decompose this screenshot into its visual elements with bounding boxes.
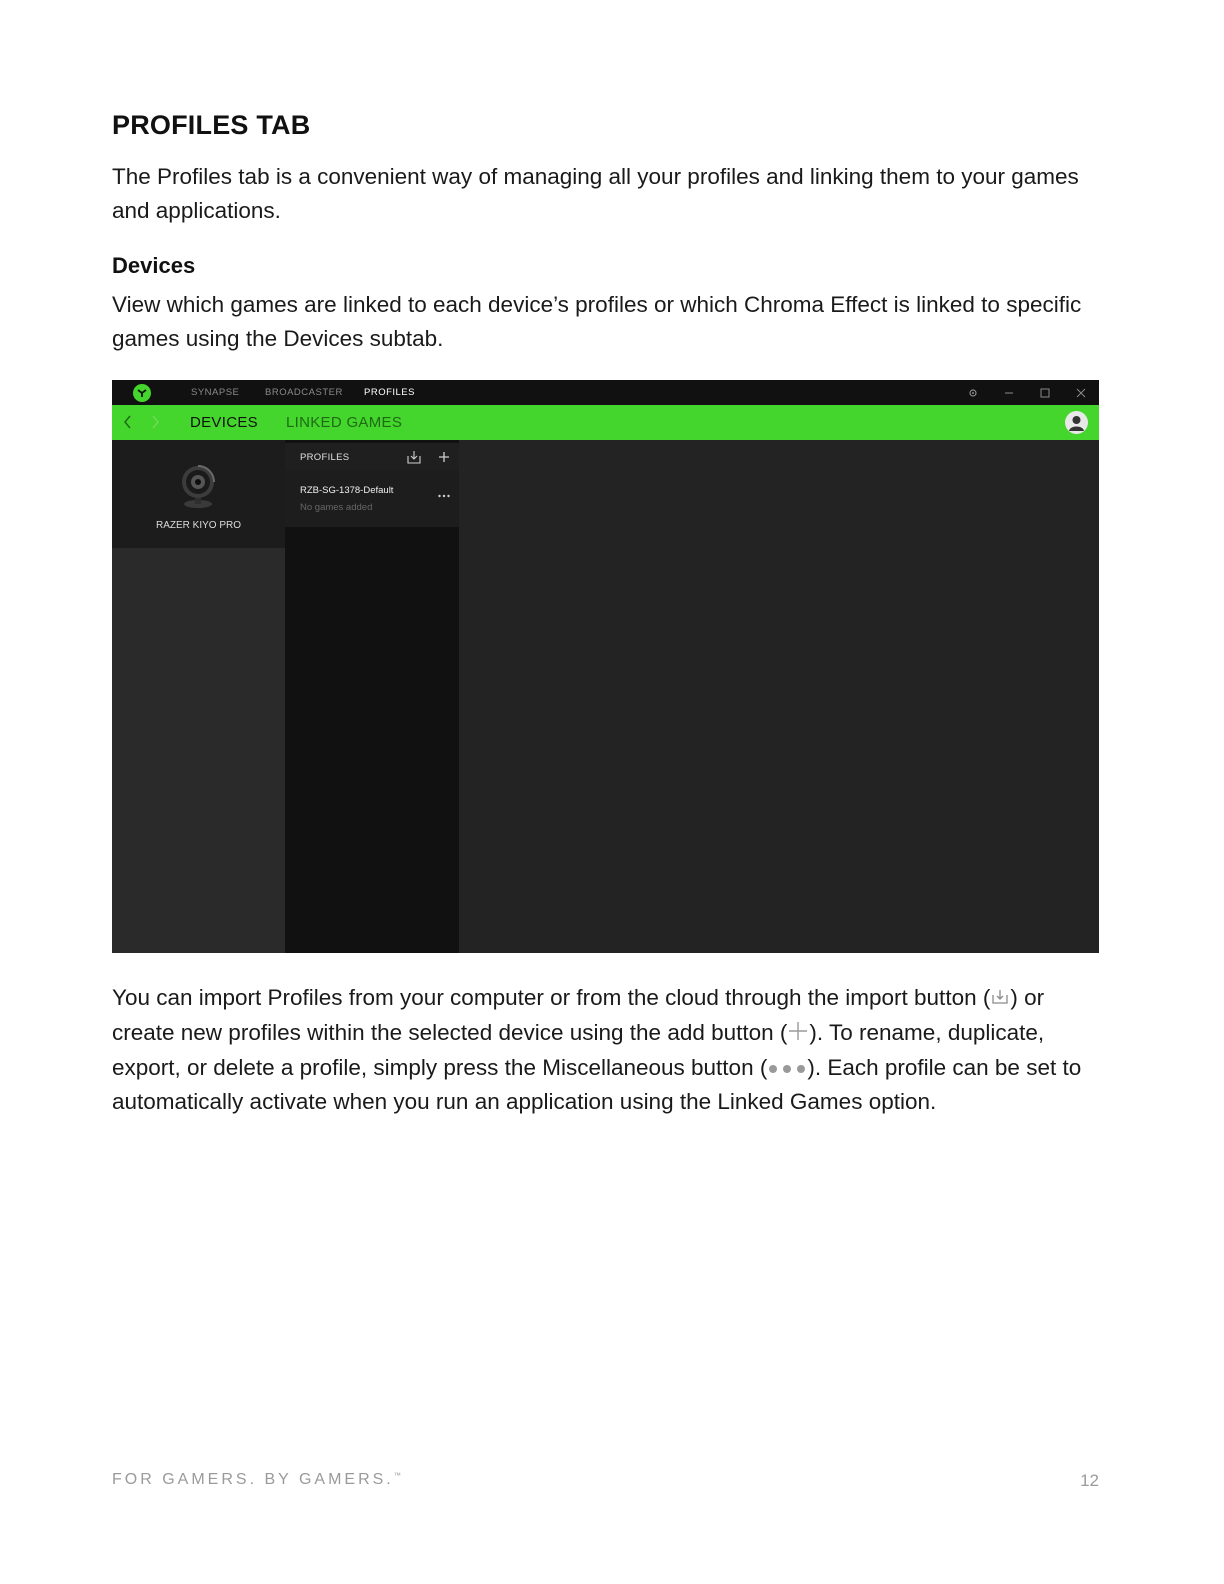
profile-item[interactable] xyxy=(285,470,459,527)
device-name-label: RAZER KIYO PRO xyxy=(155,520,241,531)
miscellaneous-inline-icon xyxy=(767,1052,807,1086)
profile-name: RZB-SG-1378-Default xyxy=(300,485,394,496)
profiles-header-label: PROFILES xyxy=(300,452,350,463)
add-inline-icon xyxy=(787,1017,809,1051)
synapse-screenshot xyxy=(112,380,1099,953)
tab-linked-games[interactable]: LINKED GAMES xyxy=(286,414,403,431)
instructions-text-part-1: You can import Profiles from your computer or from the cloud through the import button ( xyxy=(112,985,991,1010)
profiles-header xyxy=(285,443,459,470)
page-number: 12 xyxy=(1080,1471,1099,1490)
close-icon[interactable] xyxy=(1074,386,1088,400)
instructions-text-part-4: ). Each profile can be set to automatically activate when you run an application using the Linked Games option. xyxy=(112,1054,1082,1115)
back-arrow-icon[interactable] xyxy=(122,415,134,429)
top-tab-profiles[interactable]: PROFILES xyxy=(364,387,415,398)
import-icon[interactable] xyxy=(406,449,422,465)
forward-arrow-icon[interactable] xyxy=(149,415,161,429)
devices-paragraph: View which games are linked to each device’s profiles or which Chroma Effect is linked to specific games using the Devices subtab. xyxy=(112,292,1082,351)
import-inline-icon xyxy=(990,982,1010,1016)
import-instructions-paragraph xyxy=(112,981,1112,1119)
device-card-kiyo-pro[interactable] xyxy=(112,440,285,548)
add-icon[interactable] xyxy=(436,449,452,465)
tab-devices[interactable]: DEVICES xyxy=(190,414,258,431)
razer-logo-icon[interactable] xyxy=(133,384,151,402)
settings-gear-icon[interactable] xyxy=(966,386,980,400)
sub-nav-bar xyxy=(112,405,1099,440)
page-title: PROFILES TAB xyxy=(112,110,311,140)
minimize-icon[interactable] xyxy=(1002,386,1016,400)
user-avatar-icon[interactable] xyxy=(1065,411,1088,434)
footer-tagline-text: FOR GAMERS. BY GAMERS. xyxy=(112,1471,394,1488)
profiles-panel xyxy=(285,440,459,953)
main-content-area xyxy=(459,440,1099,953)
intro-paragraph: The Profiles tab is a convenient way of managing all your profiles and linking them to your games and applications. xyxy=(112,164,1079,223)
profile-linked-games-status: No games added xyxy=(300,502,373,513)
miscellaneous-more-icon[interactable] xyxy=(437,488,451,498)
title-bar xyxy=(112,380,1099,405)
devices-heading: Devices xyxy=(112,253,196,278)
instructions-text-part-2: ) or create new profiles within the selected device using the add button ( xyxy=(112,985,1045,1045)
trademark-symbol: ™ xyxy=(393,1472,401,1480)
device-list-panel xyxy=(112,440,285,953)
webcam-device-icon xyxy=(176,462,220,510)
instructions-text-part-3: ). To rename, duplicate, export, or delete a profile, simply press the Miscellaneous button ( xyxy=(112,1019,1045,1080)
maximize-icon[interactable] xyxy=(1038,386,1052,400)
footer-tagline xyxy=(112,1471,401,1489)
top-tab-synapse[interactable]: SYNAPSE xyxy=(191,387,240,398)
top-tab-broadcaster[interactable]: BROADCASTER xyxy=(265,387,343,398)
